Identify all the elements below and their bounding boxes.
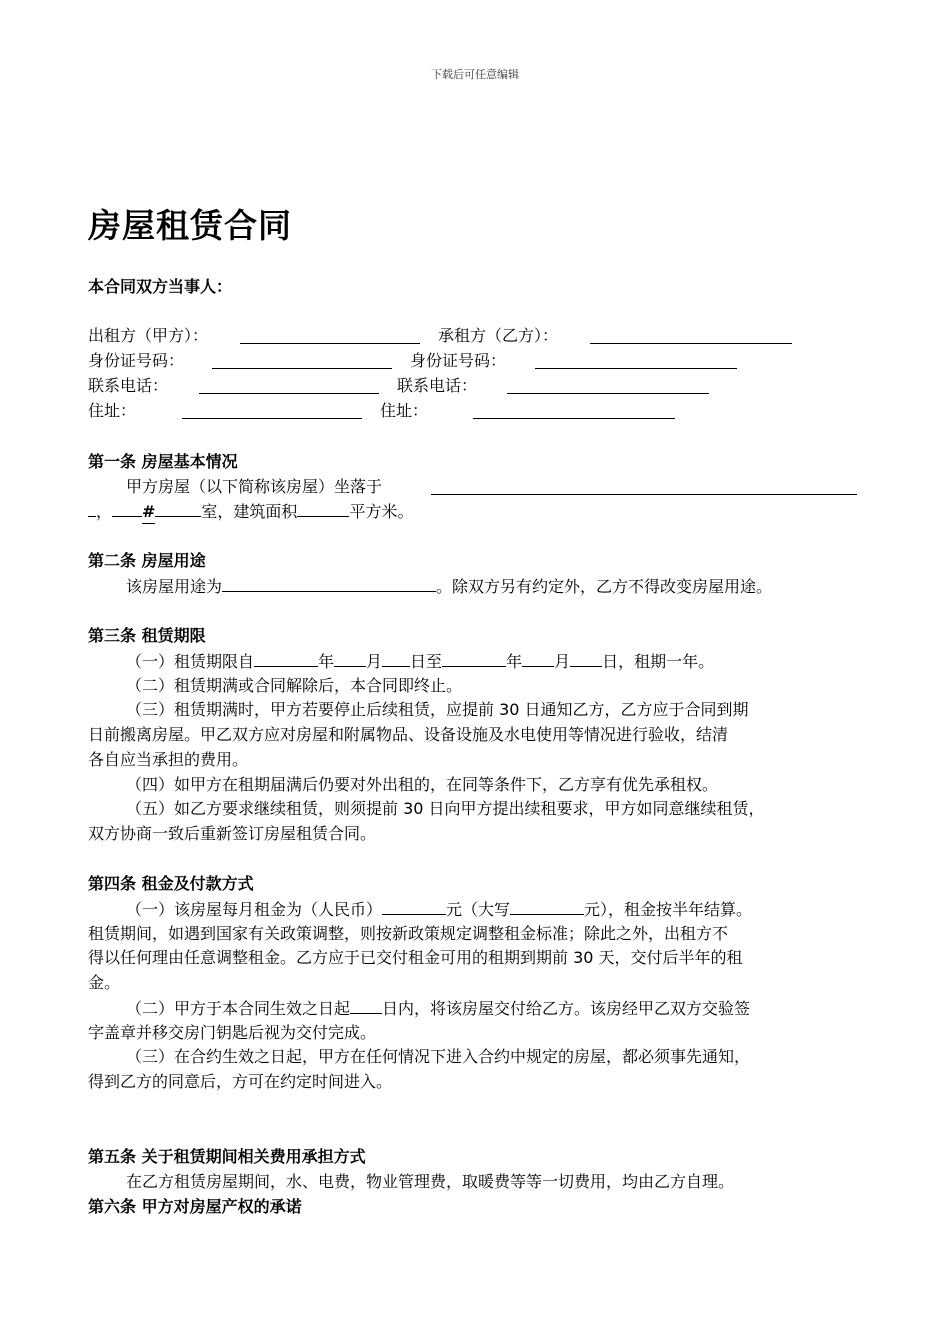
article-4-p2-line-1: [126, 997, 750, 1020]
article-4-p2-line-2: 字盖章并移交房门钥匙后视为交付完成。: [88, 1023, 377, 1042]
end-day-field[interactable]: [570, 650, 602, 667]
header-note: 下载后可任意编辑: [431, 68, 519, 81]
room-area-text: 室，建筑面积: [201, 502, 298, 521]
delivery-label: （二）甲方于本合同生效之日起: [126, 999, 351, 1018]
usage-field[interactable]: [222, 575, 436, 592]
start-day-field[interactable]: [382, 650, 410, 667]
start-month-field[interactable]: [334, 650, 366, 667]
usage-label: 该房屋用途为: [126, 577, 223, 596]
room-field[interactable]: [155, 500, 201, 517]
article-4-p3-line-2: 得到乙方的同意后，方可在约定时间进入。: [88, 1072, 393, 1091]
end-year-field[interactable]: [442, 650, 506, 667]
article-3-p5-line-2: 双方协商一致后重新签订房屋租赁合同。: [88, 824, 377, 843]
article-4-p1-line-3: 得以任何理由任意调整租金。乙方应于已交付租金可用的租期到期前 30 天，交付后半年的租: [88, 948, 743, 967]
article-2-title: 第二条 房屋用途: [88, 551, 206, 570]
lessee-address-field[interactable]: [473, 402, 675, 419]
parties-heading: 本合同双方当事人：: [88, 277, 233, 296]
article-1-line-1: 甲方房屋（以下简称该房屋）坐落于: [126, 477, 383, 496]
article-3-p3-line-2: 日前搬离房屋。甲乙双方应对房屋和附属物品、设备设施及水电使用等情况进行验收，结清: [88, 725, 729, 744]
area-field[interactable]: [297, 500, 349, 517]
article-3-p1: [126, 650, 714, 673]
article-4-p1-line-4: 金。: [88, 973, 121, 992]
lessor-address-field[interactable]: [182, 402, 362, 419]
article-4-p1-line-1: [126, 898, 752, 921]
delivery-days-field[interactable]: [350, 997, 382, 1014]
article-5-line-1: 在乙方租赁房屋期间，水、电费，物业管理费，取暖费等等一切费用，均由乙方自理。: [126, 1172, 735, 1191]
rent-amount-field[interactable]: [382, 898, 446, 915]
area-unit-text: 平方米。: [349, 502, 414, 521]
usage-rule: 。除双方另有约定外，乙方不得改变房屋用途。: [436, 577, 773, 596]
unit-field[interactable]: [112, 500, 142, 517]
lessor-phone-field[interactable]: [199, 377, 379, 394]
lessor-name-field[interactable]: [240, 327, 420, 344]
delivery-text: 日内，将该房屋交付给乙方。该房经甲乙双方交验签: [382, 999, 751, 1018]
lessee-address-label: 住址：: [380, 401, 429, 420]
lessee-phone-field[interactable]: [507, 377, 709, 394]
rent-words-field[interactable]: [510, 898, 584, 915]
end-month-field[interactable]: [522, 650, 554, 667]
article-3-p3-line-3: 各自应当承担的费用。: [88, 750, 249, 769]
lessee-name-field[interactable]: [590, 327, 792, 344]
article-6-title: 第六条 甲方对房屋产权的承诺: [88, 1197, 302, 1216]
lessee-phone-label: 联系电话：: [397, 376, 478, 395]
page-title: 房屋租赁合同: [88, 206, 292, 245]
comma: ，: [96, 502, 113, 521]
year-text: 年: [318, 652, 335, 671]
term-start-label: （一）租赁期限自: [126, 652, 255, 671]
lessor-address-label: 住址：: [88, 401, 137, 420]
lessee-id-label: 身份证号码：: [410, 351, 507, 370]
article-4-p1-line-2: 租赁期间，如遇到国家有关政策调整，则按新政策规定调整租金标准；除此之外，出租方不: [88, 924, 729, 943]
article-1-title: 第一条 房屋基本情况: [88, 452, 238, 471]
article-4-p3-line-1: （三）在合约生效之日起，甲方在任何情况下进入合约中规定的房屋，都必须事先通知，: [126, 1047, 751, 1066]
article-5-title: 第五条 关于租赁期间相关费用承担方式: [88, 1147, 366, 1166]
year-text: 年: [506, 652, 523, 671]
lessee-label: 承租方（乙方）：: [438, 326, 559, 345]
day-to-text: 日至: [410, 652, 443, 671]
lessee-id-field[interactable]: [535, 352, 737, 369]
hash-symbol: #: [142, 501, 155, 524]
article-3-p2: （二）租赁期满或合同解除后，本合同即终止。: [126, 676, 463, 695]
article-3-title: 第三条 租赁期限: [88, 626, 206, 645]
lessor-phone-label: 联系电话：: [88, 376, 169, 395]
article-4-title: 第四条 租金及付款方式: [88, 874, 254, 893]
article-2-line: [126, 575, 772, 598]
month-text: 月: [554, 652, 571, 671]
start-year-field[interactable]: [254, 650, 318, 667]
building-field[interactable]: [88, 500, 96, 517]
lessor-id-label: 身份证号码：: [88, 351, 185, 370]
month-text: 月: [366, 652, 383, 671]
term-end-text: 日，租期一年。: [602, 652, 715, 671]
article-3-p5-line-1: （五）如乙方要求继续租赁，则须提前 30 日向甲方提出续租要求，甲方如同意继续租赁，: [126, 799, 765, 818]
lessor-label: 出租方（甲方）：: [88, 326, 209, 345]
rent-label: （一）该房屋每月租金为（人民币）: [126, 900, 383, 919]
rent-settlement-text: 元），租金按半年结算。: [584, 900, 753, 919]
rent-words-label: 元（大写: [446, 900, 511, 919]
lessor-id-field[interactable]: [212, 352, 392, 369]
article-3-p3-line-1: （三）租赁期满时，甲方若要停止后续租赁，应提前 30 日通知乙方，乙方应于合同到期: [126, 700, 749, 719]
location-field[interactable]: [431, 478, 857, 495]
article-1-line-2: [88, 500, 413, 524]
article-3-p4: （四）如甲方在租期届满后仍要对外出租的，在同等条件下，乙方享有优先承租权。: [126, 775, 719, 794]
